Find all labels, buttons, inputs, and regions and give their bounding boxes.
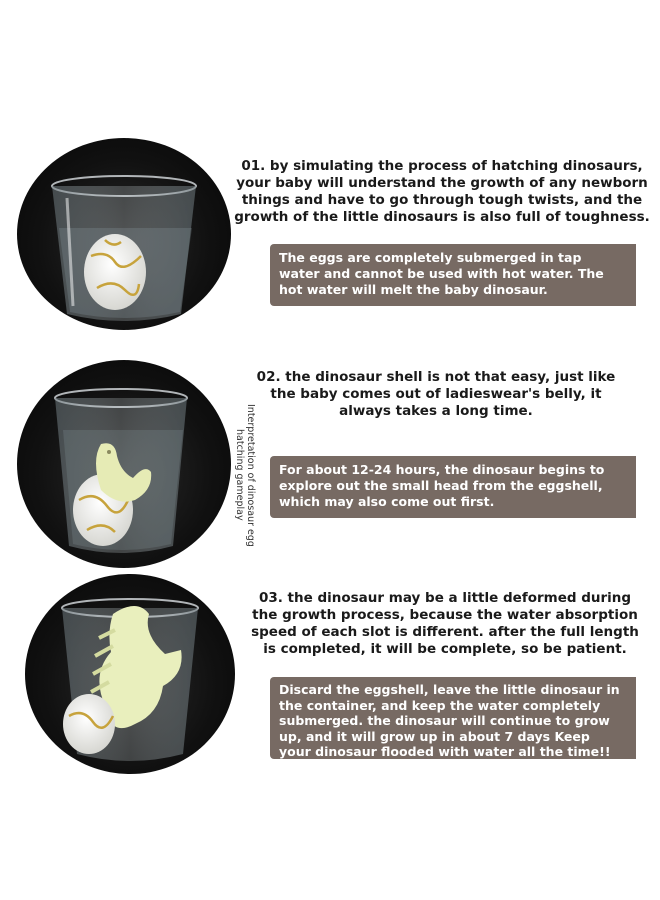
egg-in-water-photo [17,138,231,330]
step-1-heading: 01. by simulating the process of hatching dinosaurs, your baby will understand the growth of any newborn things and have to go through tough twists, and the growth of the little dinosaurs is also full of toughness. [234,158,650,225]
step-3-note: Discard the eggshell, leave the little dinosaur in the container, and keep the water completely submerged. the dinosaur will continue to grow up, and it will grow up in about 7 days Keep your dinosaur flooded with water all the time!! [270,677,636,759]
hatching-dinosaur-illustration [17,360,231,568]
egg-in-glass-illustration [17,138,231,330]
step-2-note: For about 12-24 hours, the dinosaur begins to explore out the small head from the eggshell, which may also come out first. [270,456,636,518]
hatching-dinosaur-photo [17,360,231,568]
step-2-heading: 02. the dinosaur shell is not that easy, just like the baby comes out of ladieswear's belly, it always takes a long time. [256,369,616,419]
step-3-heading: 03. the dinosaur may be a little deformed during the growth process, because the water absorption speed of each slot is different. after the full length is completed, it will be complete, so be patient. [251,590,639,657]
vertical-caption: Interpretation of dinosaur egg hatching gameplay [234,403,256,547]
step-1-note: The eggs are completely submerged in tap water and cannot be used with hot water. The hot water will melt the baby dinosaur. [270,244,636,306]
grown-dinosaur-illustration [25,574,235,774]
grown-dinosaur-photo [25,574,235,774]
